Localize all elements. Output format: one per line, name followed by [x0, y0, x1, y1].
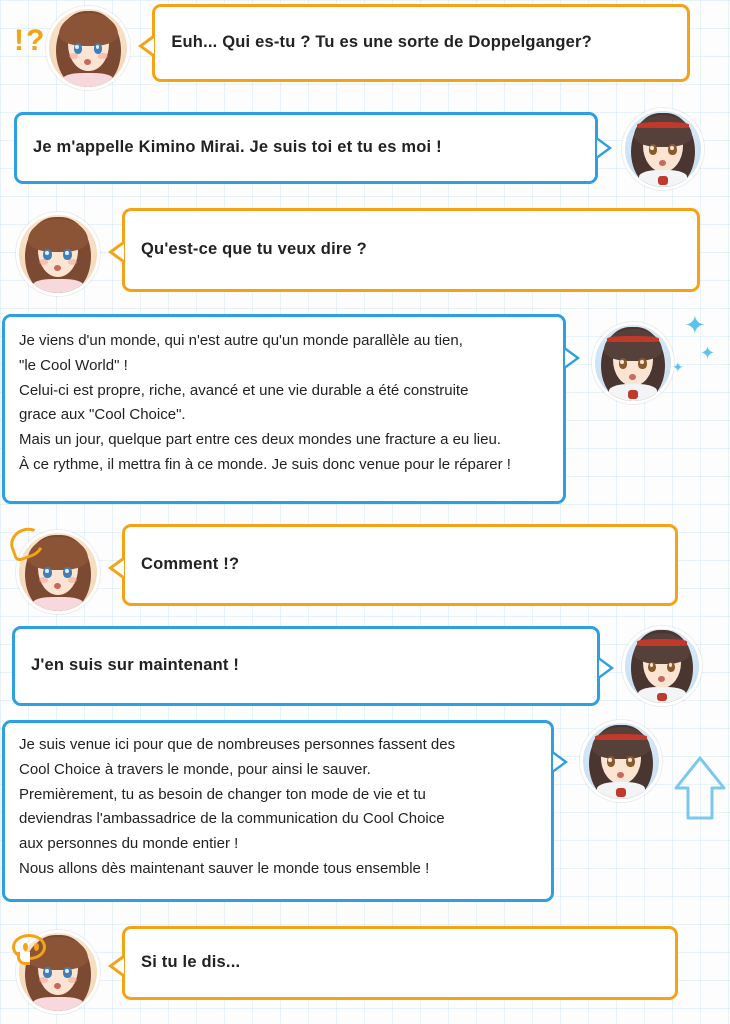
- bubble-tail-icon: [599, 657, 614, 679]
- avatar-mirai: [580, 720, 662, 802]
- blush-left-icon: [69, 53, 78, 58]
- mouth-icon: [617, 772, 624, 778]
- message-row-1: [6, 4, 690, 90]
- clothing-icon: [33, 597, 83, 611]
- speech-bubble-6[interactable]: [12, 626, 600, 706]
- eye-left-icon: [649, 144, 657, 155]
- ribbon-icon: [658, 176, 669, 184]
- avatar-sora: [16, 212, 100, 296]
- ribbon-icon: [616, 788, 627, 796]
- avatar-mirai: [622, 626, 702, 706]
- headband-icon: [595, 734, 647, 741]
- eye-left-icon: [648, 662, 656, 672]
- bubble-tail-icon: [138, 35, 153, 57]
- headband-icon: [637, 122, 689, 129]
- bubble-line: Comment !?: [141, 555, 240, 574]
- speech-bubble-8[interactable]: [122, 926, 678, 1000]
- eye-right-icon: [668, 144, 676, 155]
- bubble-line: J'en suis sur maintenant !: [31, 656, 240, 675]
- speech-bubble-4[interactable]: [2, 314, 566, 504]
- message-row-7: [2, 720, 662, 902]
- bubble-line: Qu'est-ce que tu veux dire ?: [141, 240, 367, 259]
- bubble-line: Nous allons dès maintenant sauver le monde tous ensemble !: [19, 859, 430, 877]
- blush-right-icon: [98, 53, 107, 58]
- ribbon-icon: [657, 693, 667, 701]
- blush-left-icon: [39, 259, 48, 264]
- bubble-tail-icon: [108, 557, 123, 579]
- bubble-tail-icon: [565, 347, 580, 369]
- clothing-icon: [63, 73, 113, 87]
- fringe-icon: [59, 13, 118, 46]
- bubble-line: Je suis venue ici pour que de nombreuses personnes fassent des: [19, 736, 456, 753]
- blush-left-icon: [39, 977, 48, 982]
- bubble-line: "le Cool World" !: [19, 356, 128, 374]
- message-row-3: [16, 208, 700, 296]
- bubble-tail-icon: [597, 137, 612, 159]
- sparkle-icon: ✦: [684, 310, 706, 340]
- message-row-4: [2, 314, 674, 504]
- sparkle-icon: ✦: [700, 343, 716, 363]
- bubble-line: Cool Choice à travers le monde, pour ainsi le sauver.: [19, 760, 371, 778]
- bubble-tail-icon: [553, 751, 568, 773]
- arrow-up-icon: [672, 754, 728, 824]
- bubble-line: aux personnes du monde entier !: [19, 835, 239, 852]
- bubble-tail-icon: [108, 241, 123, 263]
- bubble-line: Mais un jour, quelque part entre ces deux mondes une fracture a eu lieu.: [19, 431, 501, 448]
- ribbon-icon: [628, 390, 639, 398]
- avatar-mirai: [622, 108, 704, 190]
- message-row-5: [16, 524, 678, 614]
- bubble-tail-icon: [108, 955, 123, 977]
- blush-left-icon: [39, 577, 48, 582]
- mouth-icon: [659, 160, 666, 166]
- clothing-icon: [33, 997, 83, 1011]
- eye-right-icon: [626, 756, 634, 767]
- headband-icon: [607, 336, 659, 343]
- bubble-line: Je viens d'un monde, qui n'est autre qu'un monde parallèle au tien,: [19, 332, 463, 349]
- avatar-mirai: [592, 322, 674, 404]
- message-row-2: [14, 112, 704, 190]
- eye-right-icon: [667, 662, 675, 672]
- avatar-sora: [46, 6, 130, 90]
- bubble-line: Euh... Qui es-tu ? Tu es une sorte de Doppelganger?: [171, 33, 592, 52]
- speech-bubble-2[interactable]: [14, 112, 598, 184]
- headband-icon: [637, 639, 687, 646]
- bubble-line: Si tu le dis...: [141, 953, 241, 972]
- sparkle-icon: ✦: [672, 359, 684, 375]
- bubble-line: Celui-ci est propre, riche, avancé et une vie durable a été construite: [19, 381, 469, 399]
- bubble-line: deviendras l'ambassadrice de la communication du Cool Choice: [19, 810, 445, 828]
- eye-left-icon: [619, 358, 627, 369]
- exclamation-question-icon: !?: [14, 24, 47, 57]
- speech-bubble-5[interactable]: [122, 524, 678, 606]
- eye-left-icon: [607, 756, 615, 767]
- bubble-line: Je m'appelle Kimino Mirai. Je suis toi et tu es moi !: [33, 138, 442, 157]
- message-row-8: [16, 926, 678, 1014]
- eye-right-icon: [638, 358, 646, 369]
- bubble-line: À ce rythme, il mettra fin à ce monde. Je suis donc venue pour le réparer !: [19, 455, 511, 473]
- speech-bubble-7[interactable]: [2, 720, 554, 902]
- mouth-icon: [629, 374, 636, 380]
- clothing-icon: [33, 279, 83, 293]
- message-row-6: [12, 626, 702, 706]
- speech-bubble-3[interactable]: [122, 208, 700, 292]
- speech-bubble-1[interactable]: [152, 4, 690, 82]
- bubble-line: grace aux "Cool Choice".: [19, 406, 186, 424]
- shock-face-icon: [12, 934, 46, 960]
- bubble-line: Premièrement, tu as besoin de changer ton mode de vie et tu: [19, 785, 426, 803]
